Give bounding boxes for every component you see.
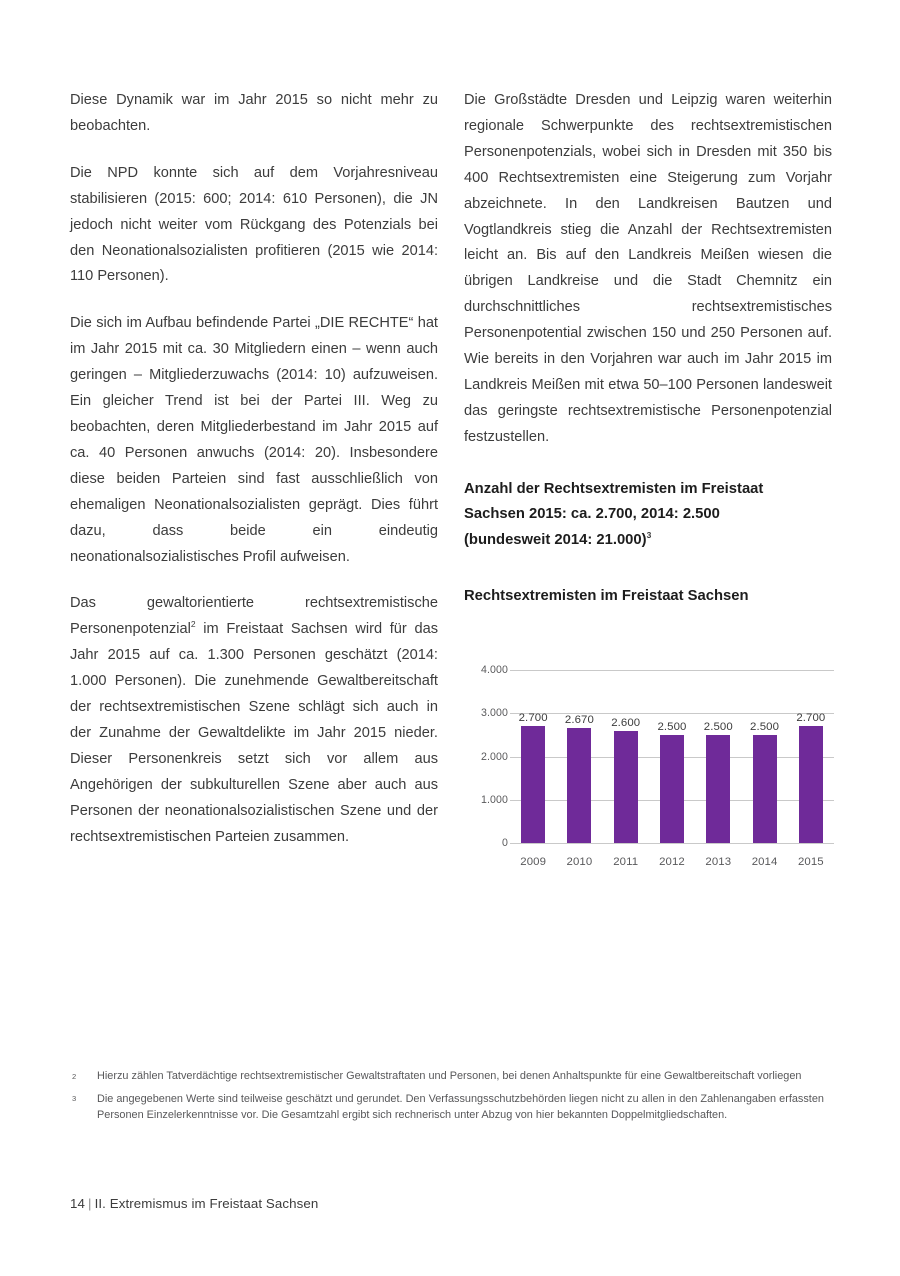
statistics-heading-line-2: Sachsen 2015: ca. 2.700, 2014: 2.500	[464, 506, 720, 523]
statistics-heading-line-3	[464, 528, 832, 554]
footnote-item	[70, 1091, 830, 1124]
x-axis-tick-label: 2012	[659, 856, 685, 868]
chart-bar-value-label: 2.670	[564, 713, 594, 726]
chart-bar-value-label: 2.500	[657, 720, 687, 733]
page-footer-separator: |	[88, 1196, 92, 1211]
paragraph: Die Großstädte Dresden und Leipzig waren weiterhin regionale Schwerpunkte des rechtsextremistischen Personenpotenzials, wobei sich in Dresden mit 350 bis 400 Rechtsextremisten eine Steigerung zum Vorjahr abzeichnete. In den Landkreisen Bautzen und Vogtlandkreis stieg die Anzahl der Rechtsextremisten leicht an. Bis auf den Landkreis Meißen wiesen die übrigen Landkreise und die Stadt Chemnitz ein durchschnittliches rechtsextremistisches Personenpotential zwischen 150 und 250 Personen auf. Wie bereits in den Vorjahren war auch im Jahr 2015 im Landkreis Meißen mit etwa 50–100 Personen landesweit das geringste rechtsextremistische Personenpotenzial festzustellen.	[464, 92, 832, 445]
footnote-text: Hierzu zählen Tatverdächtige rechtsextremistischer Gewaltstraftaten und Personen, bei denen Anhaltspunkte für eine Gewaltbereitschaft vorliegen	[97, 1070, 802, 1082]
chart-bar[interactable]	[706, 735, 730, 843]
paragraph: Die NPD konnte sich auf dem Vorjahresniveau stabilisieren (2015: 600; 2014: 610 Personen), die JN jedoch nicht weiter vom Rückgang des Potenzials bei den Neonationalsozialisten profitieren (2015 wie 2014: 110 Personen).	[70, 164, 438, 285]
chart-bar[interactable]	[567, 728, 591, 843]
footnote-reference-3[interactable]: 3	[646, 529, 652, 540]
left-text-column	[70, 88, 438, 850]
chart-bar-value-label: 2.600	[611, 716, 641, 729]
chart-title-block	[464, 584, 832, 610]
chart-plot-area	[510, 652, 834, 870]
x-axis-tick-label: 2013	[705, 856, 732, 868]
chart-bar[interactable]	[660, 735, 684, 843]
x-axis-tick-label: 2009	[520, 856, 547, 868]
chart-bar-value-label: 2.700	[518, 712, 548, 725]
chapter-title: II. Extremismus im Freistaat Sachsen	[94, 1196, 319, 1211]
x-axis-tick-label: 2014	[751, 856, 778, 868]
x-axis-tick-label: 2010	[566, 856, 593, 868]
chart-bar-value-label: 2.500	[750, 720, 780, 733]
right-text-column	[464, 88, 832, 610]
statistics-heading-line-3-text: (bundesweit 2014: 21.000)	[464, 531, 647, 548]
chart-bar-value-label: 2.500	[703, 720, 733, 733]
chart-bar[interactable]	[614, 731, 638, 843]
footnote-text: Die angegebenen Werte sind teilweise geschätzt und gerundet. Den Verfassungsschutzbehörden liegen nicht zu allen in den Zahlenangaben erfassten Personen Einzelerkenntnisse vor. Die Gesamtzahl ergibt sich rechnerisch unter Abzug von hier bekannten Doppelmitgliedschaften.	[97, 1092, 824, 1122]
y-axis-tick-label: 2.000	[480, 750, 508, 763]
paragraph: Die sich im Aufbau befindende Partei „DIE RECHTE“ hat im Jahr 2015 mit ca. 30 Mitgliedern einen – wenn auch geringen – Mitgliederzuwachs (2014: 10) aufzuweisen. Ein gleicher Trend ist bei der Partei III. Weg zu beobachten, deren Mitgliederbestand im Jahr 2015 auf ca. 40 Personen anwuchs (2014: 20). Insbesondere diese beiden Parteien sind fast ausschließlich von ehemaligen Neonationalsozialisten geprägt. Dies führt dazu, dass beide ein eindeutig neonationalsozialistisches Profil aufweisen.	[70, 315, 438, 565]
x-axis-tick-label: 2015	[797, 856, 824, 868]
y-axis-tick-label: 1.000	[480, 793, 508, 806]
statistics-heading-block	[464, 477, 832, 554]
chart-bar-value-label: 2.700	[796, 712, 826, 725]
chart-title: Rechtsextremisten im Freistaat Sachsen	[464, 588, 749, 605]
paragraph-with-footnote	[70, 591, 438, 850]
page-footer	[70, 1196, 318, 1211]
page-number: 14	[70, 1196, 85, 1211]
paragraph-text-after-footnote: im Freistaat Sachsen wird für das Jahr 2015 auf ca. 1.300 Personen geschätzt (2014: 1.000 Personen). Die zunehmende Gewaltbereitschaft der rechtsextremistischen Szene schlägt sich auch in der Zunahme der Gewaltdelikte im Jahr 2015 nieder. Dieser Personenkreis setzt sich vor allem aus Angehörigen der subkulturellen Szene aber auch aus Personen der neonationalsozialistischen Szene und der rechtsextremistischen Parteien zusammen.	[70, 621, 438, 845]
x-axis-tick-label: 2011	[613, 856, 639, 868]
chart-bar[interactable]	[799, 726, 823, 843]
footnotes-section	[70, 1068, 830, 1130]
footnote-item	[70, 1068, 830, 1085]
chart-bar[interactable]	[521, 726, 545, 843]
y-axis-tick-label: 0	[502, 837, 508, 849]
y-axis-tick-label: 3.000	[480, 707, 508, 720]
statistics-heading-line-1: Anzahl der Rechtsextremisten im Freistaat	[464, 480, 764, 497]
footnote-marker: 2	[72, 1071, 77, 1081]
chart-inner	[464, 652, 836, 870]
y-axis-tick-label: 4.000	[480, 664, 508, 676]
paragraph-text-before-footnote: Das gewaltorientierte rechtsextremistische Personenpotenzial	[70, 595, 438, 638]
y-axis-tick-labels	[464, 652, 508, 870]
chart-bar[interactable]	[753, 735, 777, 843]
paragraph: Diese Dynamik war im Jahr 2015 so nicht mehr zu beobachten.	[70, 92, 438, 134]
footnote-marker: 3	[72, 1094, 77, 1104]
footnote-reference-2[interactable]: 2	[190, 619, 196, 630]
bar-chart	[464, 652, 836, 870]
